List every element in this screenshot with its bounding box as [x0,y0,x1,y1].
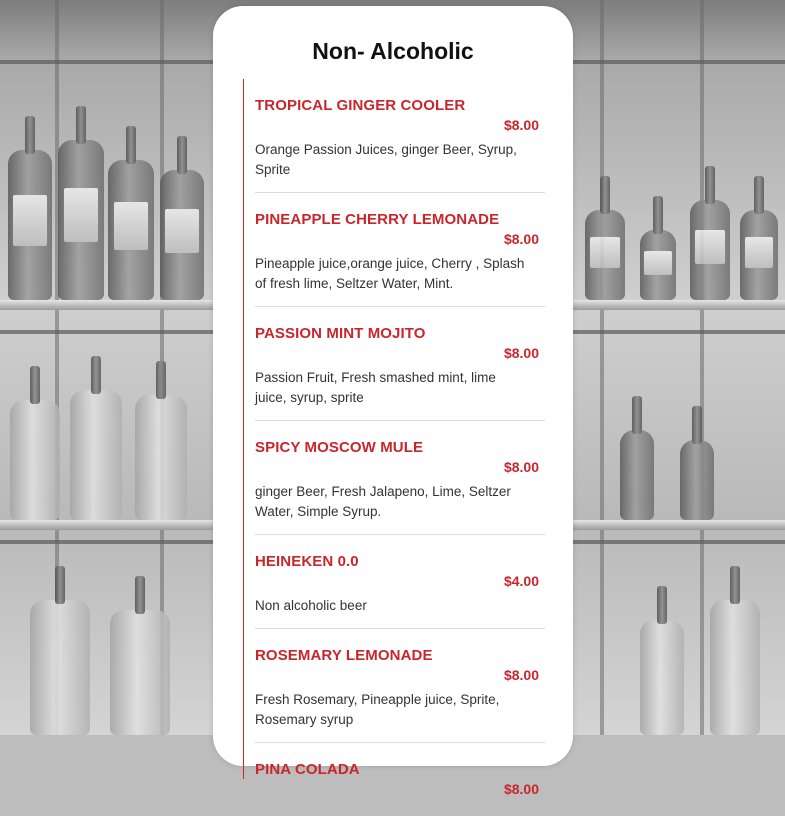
menu-card [213,6,573,797]
item-price: $8.00 [503,345,539,361]
menu-item [255,193,545,307]
bottle-icon [10,400,60,520]
item-price: $8.00 [503,667,539,683]
bottle-icon [58,140,104,300]
item-name: SPICY MOSCOW MULE [255,439,424,456]
item-name: TROPICAL GINGER COOLER [255,97,466,114]
menu-item [255,307,545,421]
bottle-icon [710,600,760,735]
item-description: Passion Fruit, Fresh smashed mint, lime juice, syrup, sprite [255,370,496,405]
item-price: $8.00 [503,117,539,133]
bottle-icon [160,170,204,300]
bottle-icon [108,160,154,300]
item-name: PINEAPPLE CHERRY LEMONADE [255,211,500,228]
bottle-icon [585,210,625,300]
bottle-icon [640,230,676,300]
shelf-post [600,0,604,735]
menu-item [255,535,545,629]
bottle-icon [30,600,90,735]
bottle-icon [135,395,187,520]
bottle-icon [70,390,122,520]
item-description: ginger Beer, Fresh Jalapeno, Lime, Seltzer Water, Simple Syrup. [255,484,511,519]
bottle-icon [740,210,778,300]
item-price: $8.00 [503,459,539,475]
item-price: $4.00 [503,573,539,589]
item-name: HEINEKEN 0.0 [255,553,359,570]
bottle-icon [640,620,684,735]
item-price: $8.00 [503,231,539,247]
item-name: ROSEMARY LEMONADE [255,647,433,664]
item-description: Non alcoholic beer [255,598,367,613]
item-description: Pineapple juice,orange juice, Cherry , Splash of fresh lime, Seltzer Water, Mint. [255,256,525,291]
bottle-icon [680,440,714,520]
bottle-icon [8,150,52,300]
menu-item [255,743,545,816]
menu-item [255,629,545,743]
bottle-icon [620,430,654,520]
item-price: $8.00 [503,781,539,797]
menu-title: Non- Alcoholic [312,38,474,64]
item-description: Orange Passion Juices, ginger Beer, Syrup, Sprite [255,142,517,177]
item-name: PASSION MINT MOJITO [255,325,426,342]
shelf-post [700,0,704,735]
bottle-icon [110,610,170,735]
menu-item [255,421,545,535]
menu-list [243,79,545,797]
menu-item [255,79,545,193]
item-name: PINA COLADA [255,761,360,778]
item-description: Fresh Rosemary, Pineapple juice, Sprite, Rosemary syrup [255,692,500,727]
bottle-icon [690,200,730,300]
